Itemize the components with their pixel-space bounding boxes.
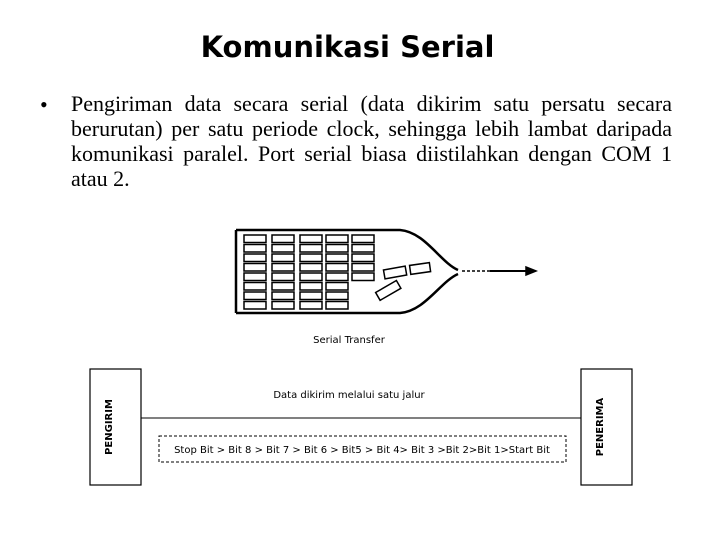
data-block	[326, 245, 348, 253]
data-block	[244, 302, 266, 310]
data-block	[326, 264, 348, 272]
data-block	[300, 254, 322, 262]
data-block	[300, 302, 322, 310]
bullet-text: Pengiriman data secara serial (data dikirim satu persatu secara berurutan) per satu periode clock, sehingga lebih lambat daripada komunikasi paralel. Port serial biasa diistilahkan dengan COM 1 atau 2.	[71, 91, 672, 191]
data-block	[300, 273, 322, 281]
data-block	[244, 235, 266, 243]
data-block	[244, 245, 266, 253]
data-block	[326, 302, 348, 310]
data-block	[244, 283, 266, 291]
data-block	[272, 264, 294, 272]
serial-transfer-caption: Serial Transfer	[313, 335, 385, 346]
data-block	[272, 283, 294, 291]
data-block	[244, 264, 266, 272]
data-block	[326, 283, 348, 291]
bit-sequence: Stop Bit > Bit 8 > Bit 7 > Bit 6 > Bit5 > Bit 4> Bit 3 >Bit 2>Bit 1>Start Bit	[174, 445, 550, 456]
data-blocks	[244, 235, 374, 309]
slide-title: Komunikasi Serial	[200, 30, 495, 64]
data-block	[326, 292, 348, 300]
data-block	[326, 235, 348, 243]
data-block	[352, 235, 374, 243]
sender-label: PENGIRIM	[104, 399, 115, 455]
data-block	[326, 254, 348, 262]
data-block	[272, 254, 294, 262]
data-block	[300, 264, 322, 272]
data-block	[300, 235, 322, 243]
data-block	[244, 254, 266, 262]
serial-transfer-illustration	[236, 230, 536, 313]
data-block	[272, 273, 294, 281]
bullet-marker: •	[40, 92, 48, 117]
receiver-box	[581, 369, 632, 485]
data-block	[300, 245, 322, 253]
data-block	[352, 254, 374, 262]
data-block	[300, 283, 322, 291]
sender-box	[90, 369, 141, 485]
receiver-label: PENERIMA	[595, 397, 606, 457]
data-block	[272, 302, 294, 310]
data-block	[272, 292, 294, 300]
channel-label: Data dikirim melalui satu jalur	[273, 390, 425, 401]
data-block	[244, 273, 266, 281]
data-block	[352, 264, 374, 272]
data-block	[272, 235, 294, 243]
data-block	[352, 245, 374, 253]
data-block	[300, 292, 322, 300]
data-block	[244, 292, 266, 300]
data-block	[326, 273, 348, 281]
data-block	[272, 245, 294, 253]
data-block	[352, 273, 374, 281]
